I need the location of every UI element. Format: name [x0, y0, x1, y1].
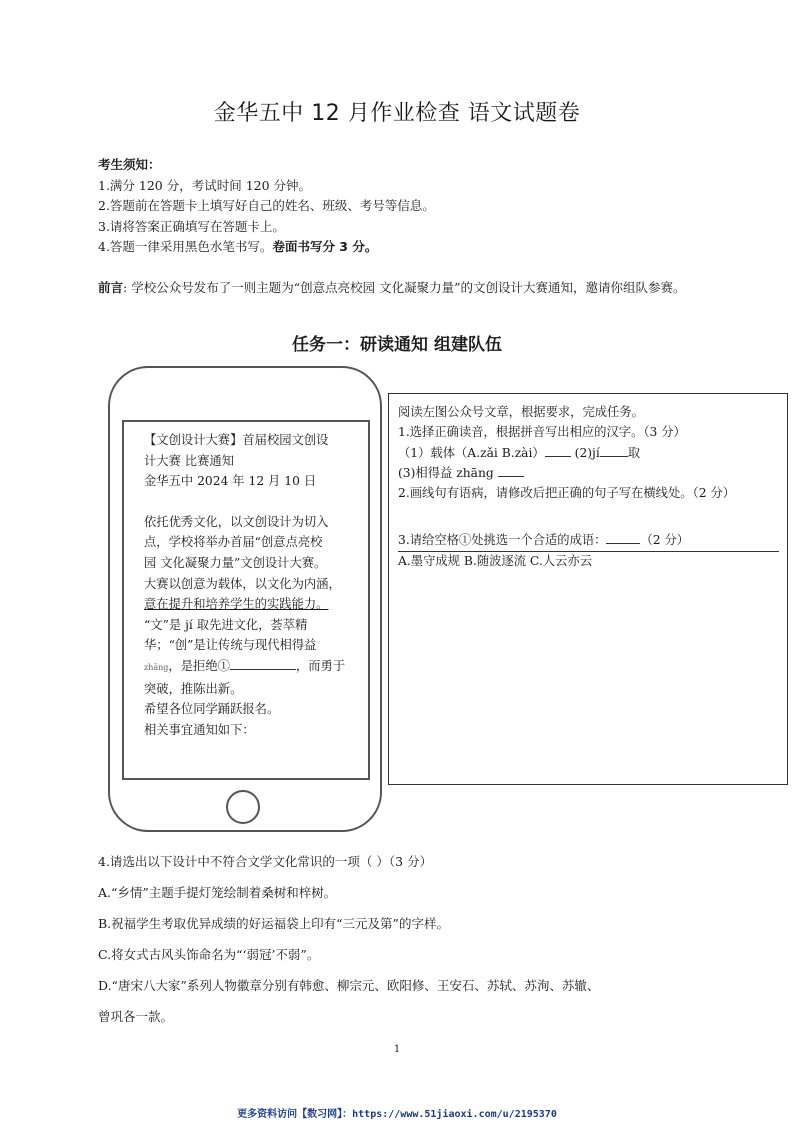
- phone-home-button: [226, 790, 260, 824]
- article-line: 华；“创”是让传统与现代相得益: [144, 638, 317, 653]
- notice-item: 1.满分 120 分，考试时间 120 分钟。: [98, 177, 312, 193]
- answer-line[interactable]: [398, 551, 779, 552]
- answer-blank[interactable]: [545, 444, 571, 457]
- answer-blank[interactable]: [606, 531, 640, 544]
- article-line: 园 文化凝聚力量”文创设计大赛。: [144, 555, 327, 570]
- article-line: 突破，推陈出新。: [144, 681, 243, 696]
- article-line: 金华五中 2024 年 12 月 10 日: [144, 474, 317, 489]
- page-number: 1: [393, 1044, 401, 1055]
- preface-text: : 学校公众号发布了一则主题为“创意点亮校园 文化凝聚力量”的文创设计大赛通知，邀请你组队参赛。: [123, 280, 686, 295]
- notice-bold: 卷面书写分 3 分。: [272, 239, 378, 254]
- pinyin-annotation: zhāng: [144, 662, 169, 672]
- question-1-part3: (3)相得益 zhāng: [398, 463, 784, 483]
- option-d-continued: 曾巩各一款。: [98, 1009, 174, 1024]
- notice-item: 2.答题前在答题卡上填写好自己的姓名、班级、考号等信息。: [98, 198, 435, 213]
- question-1-parts: （1）载体（A.zǎi B.zài） (2)jí 取: [398, 445, 641, 460]
- article-line: 依托优秀文化，以文创设计为切入: [144, 514, 329, 529]
- question-4-stem: 4.请选出以下设计中不符合文学文化常识的一项（ ）（3 分）: [98, 854, 433, 869]
- notice-item: 3.请将答案正确填写在答题卡上。: [98, 218, 285, 234]
- phone-article: [144, 430, 364, 740]
- notice-heading: 考生须知：: [98, 157, 161, 172]
- article-line: 点，学校将举办首届“创意点亮校: [144, 535, 323, 550]
- fill-blank-1: [230, 657, 296, 670]
- footer-link[interactable]: 更多资料访问【数习网】：https://www.51jiaoxi.com/u/2195370: [237, 1109, 557, 1120]
- answer-blank[interactable]: [600, 444, 628, 457]
- article-underlined-sentence: 意在提升和培养学生的实践能力。: [144, 597, 329, 612]
- option-d: D.“唐宋八大家”系列人物徽章分别有韩愈、柳宗元、欧阳修、王安石、苏轼、苏洵、苏辙、: [98, 978, 600, 993]
- option-c: C.将女式古风头饰命名为“‘弱冠’不弱”。: [98, 947, 320, 962]
- question-4: [98, 846, 718, 1032]
- preface: [98, 278, 708, 299]
- article-line: 大赛以创意为载体，以文化为内涵，: [144, 576, 341, 591]
- answer-blank[interactable]: [498, 464, 524, 477]
- article-line: “文”是 jí 取先进文化，荟萃精: [144, 617, 308, 632]
- question-1: 1.选择正确读音，根据拼音写出相应的汉字。（3 分）: [398, 425, 686, 440]
- article-line: 【文创设计大赛】首届校园文创设: [144, 433, 329, 447]
- question-3: 3.请给空格①处挑选一个合适的成语： （2 分）: [398, 533, 690, 548]
- article-line: 计大赛 比赛通知: [144, 453, 234, 468]
- question-box-content: [398, 402, 784, 571]
- preface-label: 前言: [98, 280, 124, 295]
- notice-item: 4.答题一律采用黑色水笔书写。卷面书写分 3 分。: [98, 239, 378, 254]
- option-a: A.“乡情”主题手提灯笼绘制着桑树和梓树。: [98, 885, 337, 900]
- page-title: 金华五中 12 月作业检查 语文试题卷: [213, 101, 581, 126]
- question-3-options: A.墨守成规 B.随波逐流 C.人云亦云: [398, 553, 592, 568]
- task-title: 任务一：研读通知 组建队伍: [292, 335, 502, 355]
- box-intro: 阅读左图公众号文章，根据要求，完成任务。: [398, 405, 644, 419]
- article-line: 希望各位同学踊跃报名。: [144, 702, 280, 717]
- option-b: B.祝福学生考取优异成绩的好运福袋上印有“三元及第”的字样。: [98, 916, 449, 931]
- article-line: 相关事宜通知如下：: [144, 722, 255, 737]
- question-2: 2.画线句有语病，请修改后把正确的句子写在横线处。（2 分）: [398, 486, 736, 501]
- article-line: zhāng，是拒绝① ，而勇于: [144, 658, 346, 673]
- exam-notice: [98, 155, 435, 258]
